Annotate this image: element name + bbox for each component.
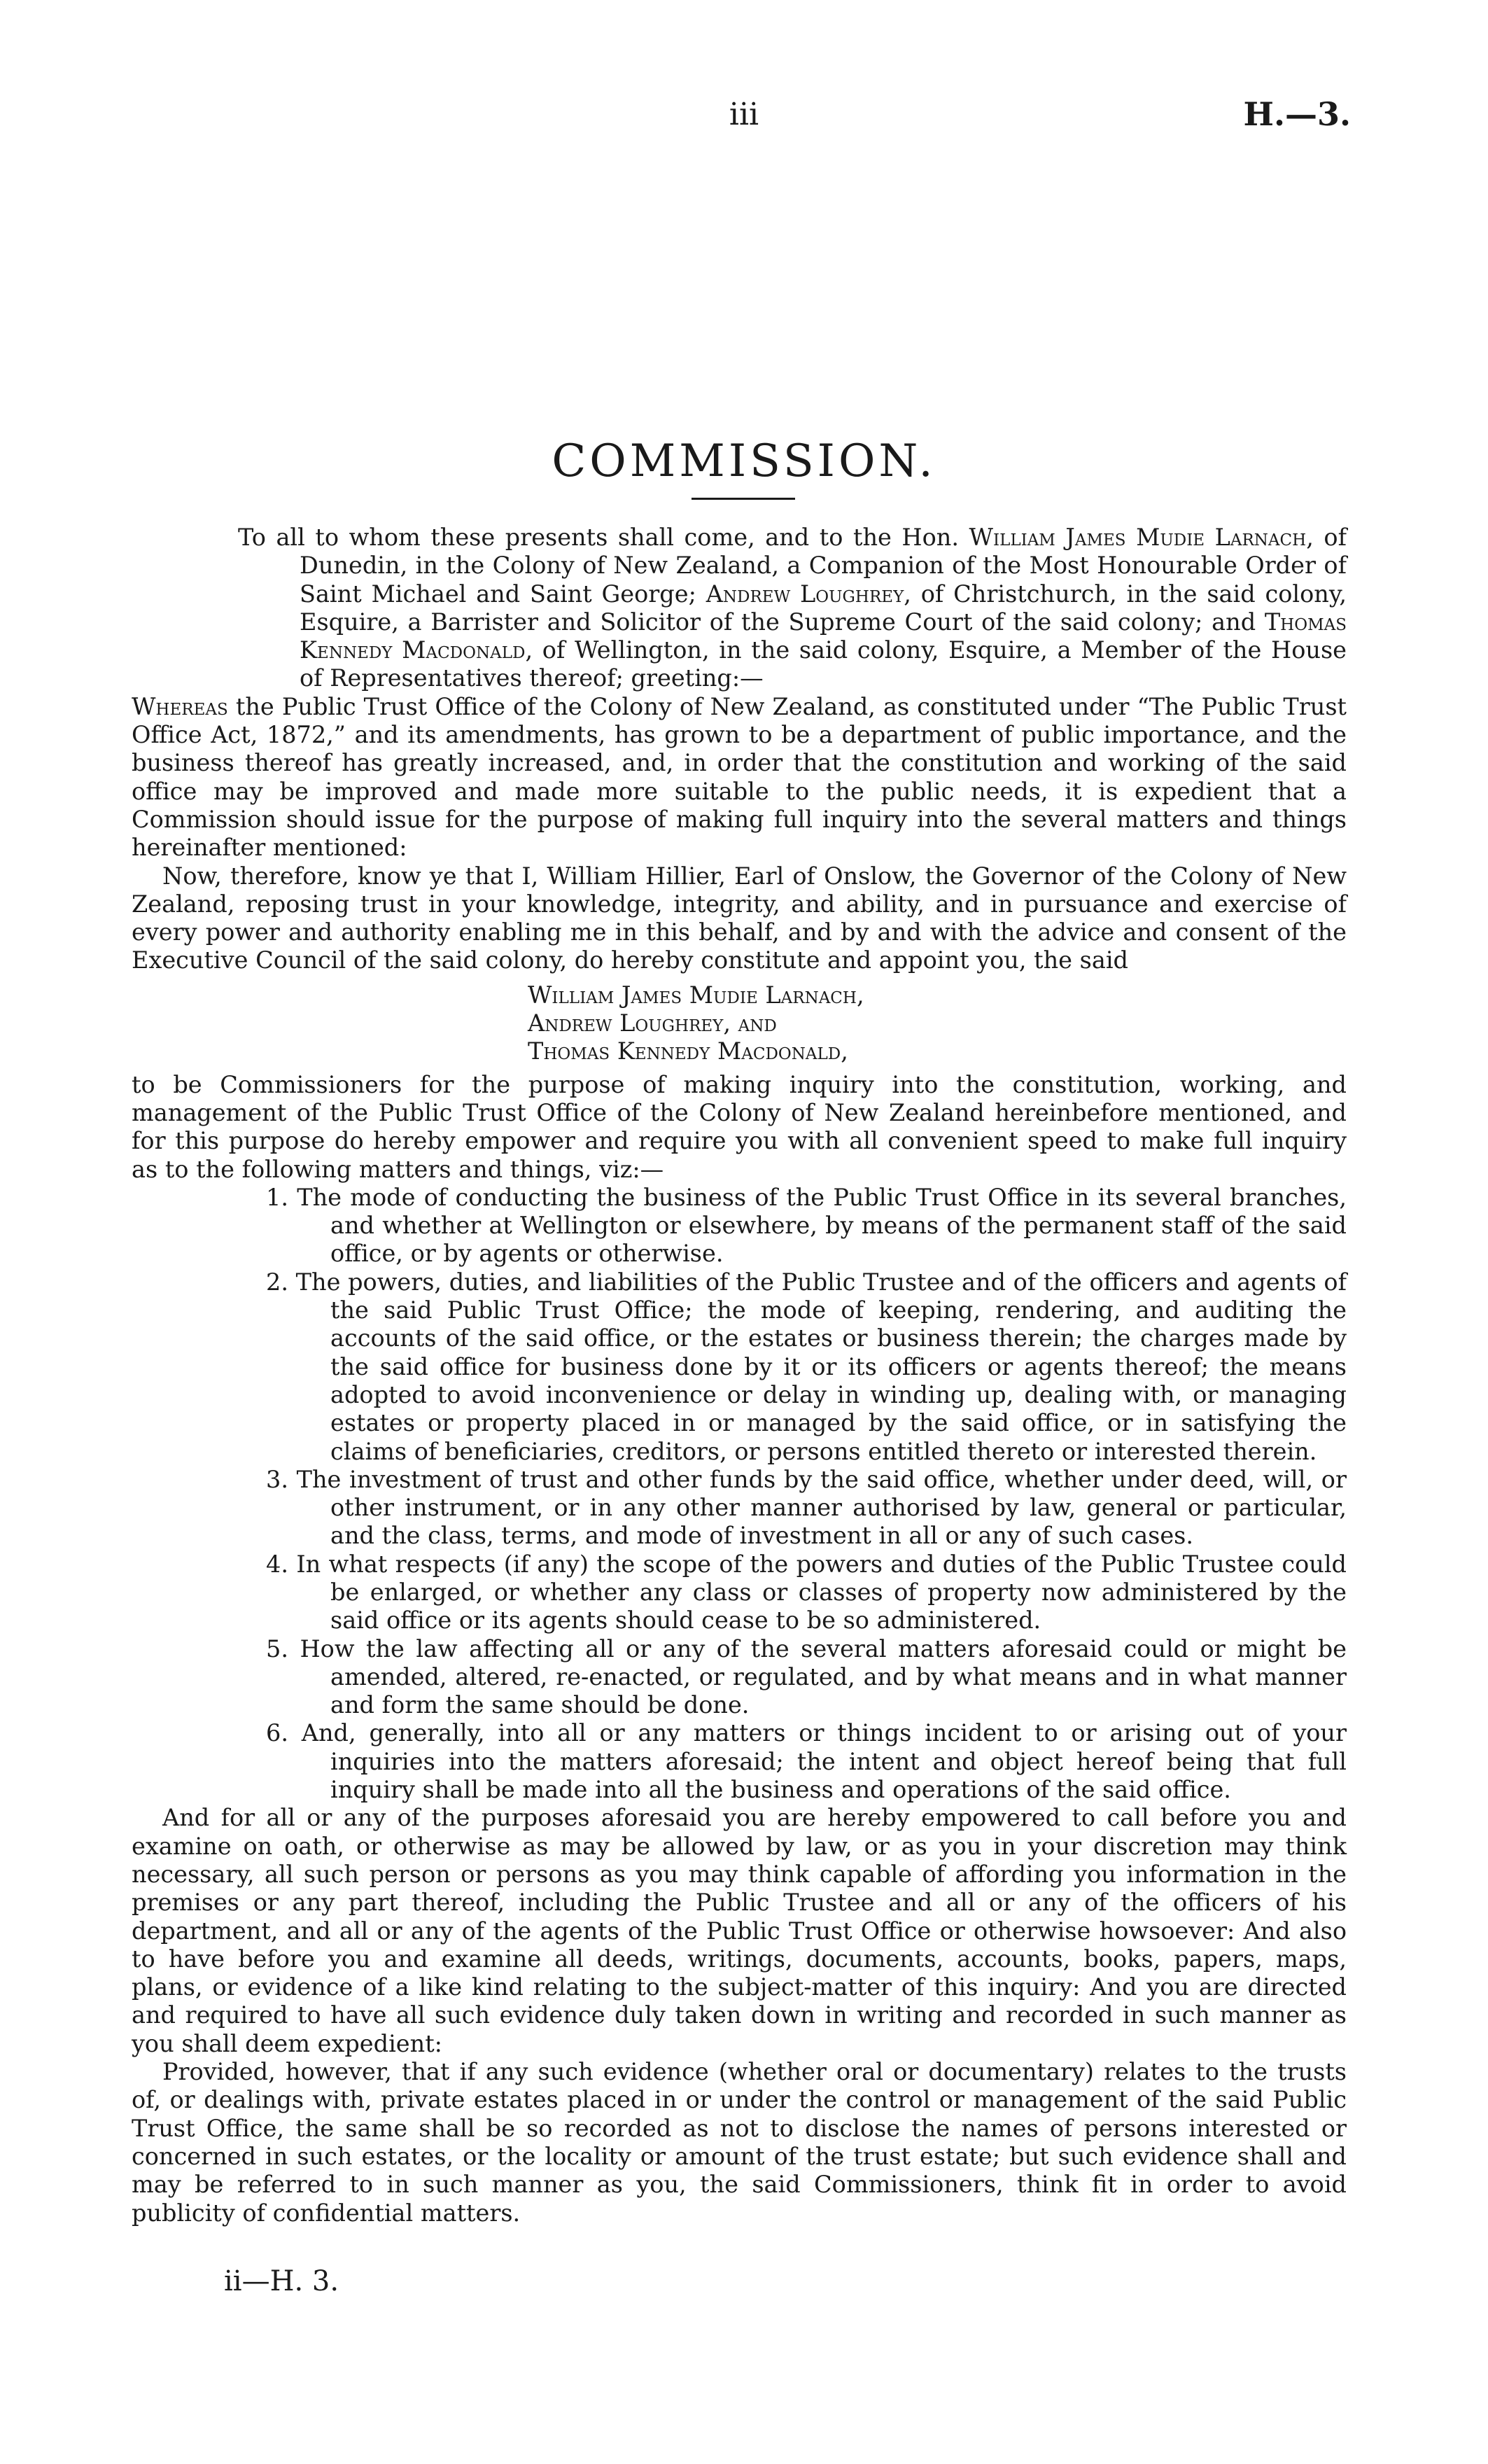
commissioners-paragraph: to be Commissioners for the purpose of making inquiry into the constitution, working, and management of the Public Trust Office of the Colony of New Zealand hereinbefore mentioned, and for this purpose do hereby empower and require you with all convenient speed to make full inquiry as to the following matters and things, viz:— xyxy=(132,1070,1347,1183)
title-rule xyxy=(692,498,795,500)
commissioner-name: Thomas Kennedy Macdonald xyxy=(300,608,1347,664)
document-body xyxy=(132,524,1347,2227)
footer-signature: ii—H. 3. xyxy=(224,2265,339,2297)
document-reference: H.—3. xyxy=(1243,95,1351,133)
commissioner-name: Andrew Loughrey xyxy=(706,580,904,608)
proviso-paragraph: Provided, however, that if any such evidence (whether oral or documentary) relates to the trusts of, or dealings with, private estates placed in or under the control or management of the said Public Trust Office, the same shall be so recorded as not to disclose the names of persons interested or concerned in such estates, or the locality or amount of the trust estate; but such evidence shall and may be referred to in such manner as you, the said Commissioners, think fit in order to avoid publicity of confidential matters. xyxy=(132,2058,1347,2227)
appointee-name: Andrew Loughrey, and xyxy=(528,1009,777,1037)
inquiry-item-1: 1. The mode of conducting the business of the Public Trust Office in its several branches, and whether at Wellington or elsewhere, by means of the permanent staff of the said office, or by agents or otherwise. xyxy=(266,1183,1347,1268)
inquiry-item-6: 6. And, generally, into all or any matters or things incident to or arising out of your inquiries into the matters aforesaid; the intent and object hereof being that full inquiry shall be made into all the business and operations of the said office. xyxy=(266,1719,1347,1804)
inquiry-item-4: 4. In what respects (if any) the scope of the powers and duties of the Public Trustee could be enlarged, or whether any class or classes of property now administered by the said office or its agents should cease to be so administered. xyxy=(266,1550,1347,1634)
powers-paragraph: And for all or any of the purposes aforesaid you are hereby empowered to call before you and examine on oath, or otherwise as may be allowed by law, or as you in your discretion may think necessary, all such person or persons as you may think capable of affording you information in the premises or any part thereof, including the Public Trustee and all or any of the officers of his department, and all or any of the agents of the Public Trust Office or otherwise howsoever: And also to have before you and examine all deeds, writings, documents, accounts, books, papers, maps, plans, or evidence of a like kind relating to the subject-matter of this inquiry: And you are directed and required to have all such evidence duly taken down in writing and recorded in such manner as you shall deem expedient: xyxy=(132,1804,1347,2057)
now-therefore-paragraph: Now, therefore, know ye that I, William Hillier, Earl of Onslow, the Governor of the Colony of New Zealand, reposing trust in your knowledge, integrity, and ability, and in pursuance and exercise of every power and authority enabling me in this behalf, and by and with the advice and consent of the Executive Council of the said colony, do hereby constitute and appoint you, the said xyxy=(132,862,1347,974)
appointee-name: William James Mudie Larnach, xyxy=(528,981,864,1009)
whereas-paragraph: Whereas the Public Trust Office of the Colony of New Zealand, as constituted under “The Public Trust Office Act, 1872,” and its amendments, has grown to be a department of public importance, and the business thereof has greatly increased, and, in order that the constitution and working of the said office may be improved and made more suitable to the public needs, it is expedient that a Commission should issue for the purpose of making full inquiry into the several matters and things hereinafter mentioned: xyxy=(132,692,1347,862)
appointees-list xyxy=(132,981,1347,1066)
page-title: COMMISSION. xyxy=(552,435,936,487)
inquiry-item-5: 5. How the law affecting all or any of the several matters aforesaid could or might be amended, altered, re-enacted, or regulated, and by what means and in what manner and form the same should be done. xyxy=(266,1634,1347,1719)
inquiry-item-2: 2. The powers, duties, and liabilities of the Public Trustee and of the officers and agents of the said Public Trust Office; the mode of keeping, rendering, and auditing the accounts of the said office, or the estates or business therein; the charges made by the said office for business done by it or its officers or agents thereof; the means adopted to avoid inconvenience or delay in winding up, dealing with, or managing estates or property placed in or managed by the said office, or in satisfying the claims of beneficiaries, creditors, or persons entitled thereto or interested therein. xyxy=(266,1268,1347,1465)
commissioner-name: William James Mudie Larnach xyxy=(969,524,1307,551)
appointee-name: Thomas Kennedy Macdonald, xyxy=(528,1037,848,1065)
page-number: iii xyxy=(729,97,759,132)
address-paragraph: To all to whom these presents shall come, and to the Hon. William James Mudie Larnach, of Dunedin, in the Colony of New Zealand, a Companion of the Most Honourable Order of Saint Michael and Saint George; Andrew Loughrey, of Christchurch, in the said colony, Esquire, a Barrister and Solicitor of the Supreme Court of the said colony; and Thomas Kennedy Macdonald, of Wellington, in the said colony, Esquire, a Member of the House of Representatives thereof; greeting:— xyxy=(238,524,1347,692)
whereas-lead: Whereas xyxy=(132,692,228,720)
inquiry-item-3: 3. The investment of trust and other funds by the said office, whether under deed, will, or other instrument, or in any other manner authorised by law, general or particular, and the class, terms, and mode of investment in all or any of such cases. xyxy=(266,1465,1347,1550)
